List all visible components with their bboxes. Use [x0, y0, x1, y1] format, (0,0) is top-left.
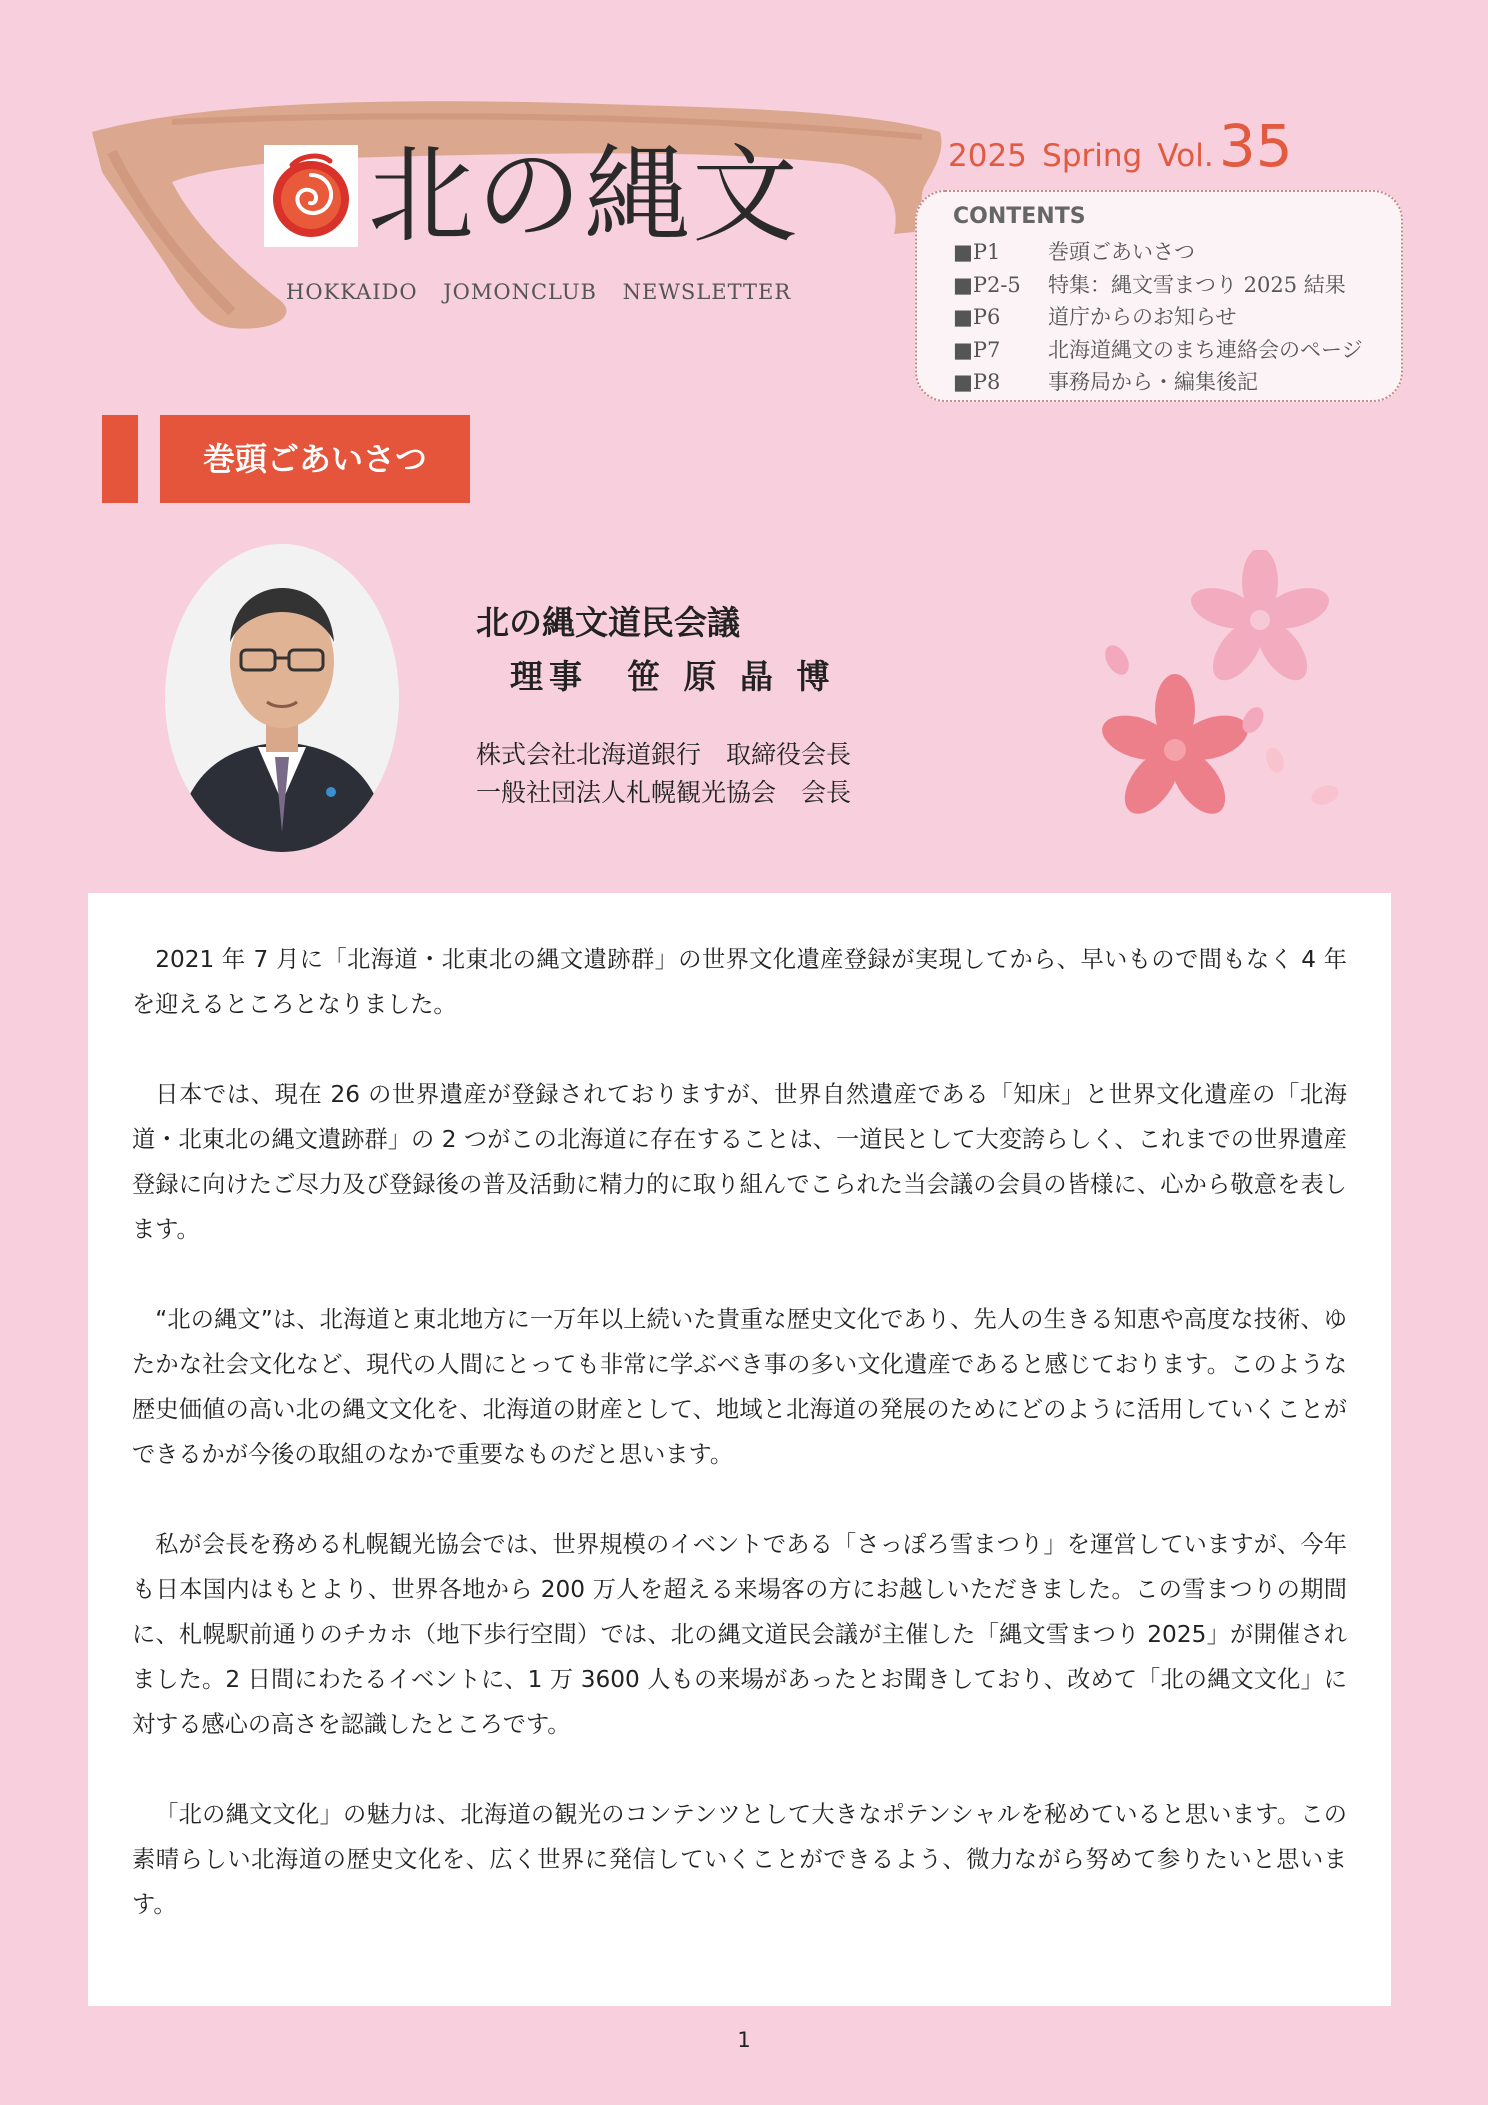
issue-vol-label: Vol.	[1157, 138, 1214, 174]
contents-item-page: ■P7	[953, 337, 1001, 362]
contents-item-label: 北海道縄文のまち連絡会のページ	[1048, 337, 1363, 362]
issue-info	[948, 112, 1293, 180]
body-paragraph: “北の縄文”は、北海道と東北地方に一万年以上続いた貴重な歴史文化であり、先人の生きる知恵や高度な技術、ゆたかな社会文化など、現代の人間にとっても非常に学ぶべき事の多い文化遺産であると感じております。このような歴史価値の高い北の縄文文化を、北海道の財産として、地域と北海道の発展のためにどのように活用していくことができるかが今後の取組のなかで重要なものだと思います。	[132, 1306, 1347, 1468]
author-affiliations	[476, 736, 851, 812]
author-org: 北の縄文道民会議	[476, 603, 740, 642]
contents-box	[915, 190, 1403, 402]
author-affiliation: 一般社団法人札幌観光協会 会長	[476, 778, 852, 807]
contents-title: CONTENTS	[953, 204, 1086, 229]
contents-item-page: ■P1	[953, 240, 1001, 264]
contents-item-page: ■P2-5	[953, 272, 1021, 297]
contents-item[interactable]	[953, 269, 1363, 302]
issue-season: Spring	[1042, 138, 1143, 174]
contents-item-label: 特集：縄文雪まつり 2025 結果	[1048, 272, 1346, 297]
body-paragraph: 私が会長を務める札幌観光協会では、世界規模のイベントである「さっぽろ雪まつり」を運営していますが、今年も日本国内はもとより、世界各地から 200 万人を超える来場客の方にお越しいただきました。この雪まつりの期間に、札幌駅前通りのチカホ（地下歩行空間）では、北の縄文道民会議が主催した「縄文雪まつり 2025」が開催されました。2 日間にわたるイベントに、1 万 3600 人もの来場があったとお聞きしており、改めて「北の縄文文化」に対する感心の高さを認識したところです。	[132, 1531, 1347, 1738]
newsletter-subtitle: HOKKAIDO JOMONCLUB NEWSLETTER	[286, 280, 792, 304]
contents-item-page: ■P8	[953, 370, 1001, 394]
contents-item[interactable]	[953, 334, 1363, 367]
jomon-spiral-logo	[264, 145, 358, 247]
section-accent-bar	[102, 415, 138, 503]
contents-item-label: 事務局から・編集後記	[1048, 370, 1258, 394]
issue-year: 2025	[948, 138, 1027, 174]
greeting-body	[132, 937, 1347, 1972]
contents-list	[953, 236, 1363, 399]
body-paragraph: 2021 年 7 月に「北海道・北東北の縄文遺跡群」の世界文化遺産登録が実現してから、早いもので間もなく 4 年を迎えるところとなりました。	[132, 946, 1347, 1018]
page-number: 1	[737, 2028, 751, 2052]
section-label: 巻頭ごあいさつ	[160, 415, 470, 503]
author-affiliation: 株式会社北海道銀行 取締役会長	[476, 740, 852, 769]
contents-item[interactable]	[953, 236, 1363, 269]
greeting-text-box	[88, 893, 1391, 2006]
contents-item[interactable]	[953, 301, 1363, 334]
contents-item-label: 道庁からのお知らせ	[1048, 305, 1237, 329]
issue-vol-number: 35	[1218, 112, 1293, 180]
body-paragraph: 日本では、現在 26 の世界遺産が登録されておりますが、世界自然遺産である「知床」と世界文化遺産の「北海道・北東北の縄文遺跡群」の 2 つがこの北海道に存在することは、一道民として大変誇らしく、これまでの世界遺産登録に向けたご尽力及び登録後の普及活動に精力的に取り組んでこられた当会議の会員の皆様に、心から敬意を表します。	[132, 1081, 1347, 1243]
newsletter-title: 北の縄文	[368, 134, 800, 257]
cherry-blossom-decoration	[1075, 550, 1360, 840]
author-name: 理事 笹 原 晶 博	[510, 657, 836, 696]
author-portrait	[163, 542, 401, 854]
contents-item-page: ■P6	[953, 305, 1001, 329]
body-paragraph: 「北の縄文文化」の魅力は、北海道の観光のコンテンツとして大きなポテンシャルを秘めていると思います。この素晴らしい北海道の歴史文化を、広く世界に発信していくことができるよう、微力ながら努めて参りたいと思います。	[132, 1801, 1347, 1918]
contents-item-label: 巻頭ごあいさつ	[1048, 240, 1195, 264]
contents-item[interactable]	[953, 366, 1363, 399]
